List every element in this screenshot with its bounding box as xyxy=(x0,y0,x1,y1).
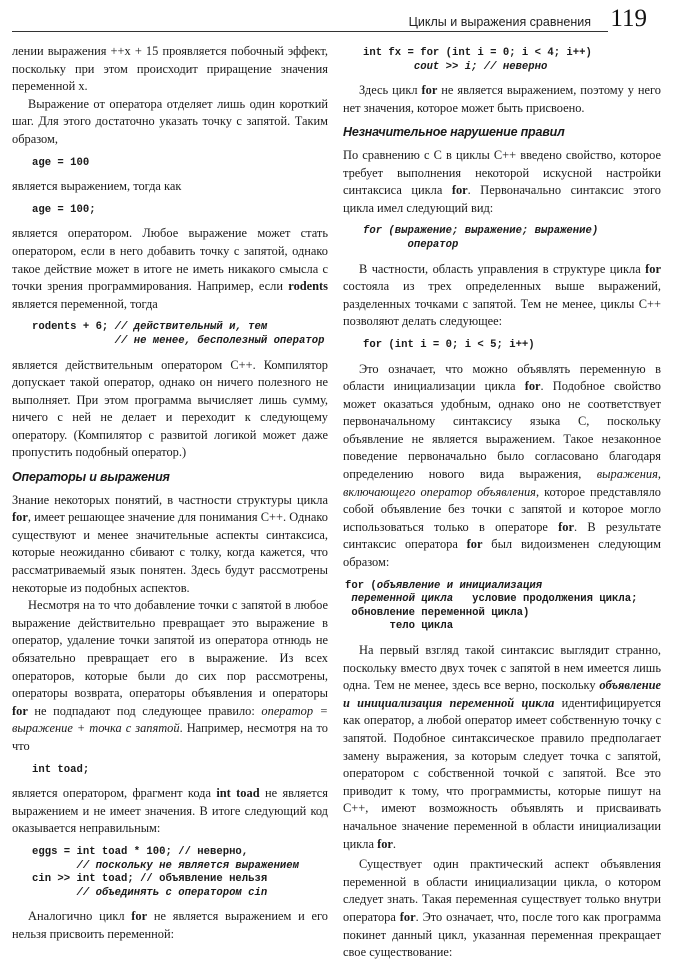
paragraph: является выражением, тогда как xyxy=(12,179,182,194)
code-listing: int fx = for (int i = 0; i < 4; i++) cout >> i; // неверно xyxy=(363,47,592,73)
paragraph: Выражение от оператора отделяет лишь один короткий шаг. Для этого достаточно указать точку с запятой. Таким образом, xyxy=(12,96,328,146)
paragraph: На первый взгляд такой синтаксис выглядит странно, поскольку вместо двух точек с запятой в нем имеется лишь одна. Тем не менее, здесь все верно, поскольку объявление и инициализация переменной цикла идентифицируется как оператор, а любой оператор имеет собственную точку с запятой. Подобное синтаксическое правило предполагает замену выражения, за которым следует точка с запятой, оператором с собственной точкой с запятой. Все это приводит к тому, что программисты, которые пишут на C++, имеют возможность объявлять и присваивать начальное значение переменной в области инициализации цикла for. xyxy=(343,643,661,851)
paragraph: Знание некоторых понятий, в частности структуры цикла for, имеет решающее значение для понимания C++. Однако существуют и менее значительные аспекты синтаксиса, которые неожиданно сбивают с толку, когда кажется, что рассматриваемый язык понятен. Здесь будут рассмотрены некоторые из подобных аспектов. xyxy=(12,492,328,595)
code-listing: age = 100; xyxy=(32,203,96,216)
right-column xyxy=(343,43,661,962)
code-listing: age = 100 xyxy=(32,156,90,169)
paragraph: является оператором. Любое выражение может стать оператором, если в него добавить точку с запятой, однако такое действие может в итоге не иметь никакого смысла с точки зрения программирования. Например, если rodents является переменной, тогда xyxy=(12,226,328,311)
paragraph: является действительным оператором C++. Компилятор допускает такой оператор, однако он ничего полезного не выполняет. При этом программа вычисляет лишь сумму, ничего с ней не делает и переходит к следующему оператору. (Компилятор с развитой логикой может даже пропустить подобный оператор.) xyxy=(12,357,328,460)
left-column xyxy=(12,43,328,944)
paragraph: Несмотря на то что добавление точки с запятой в любое выражение действительно превращает это выражение в оператор, удаление точки запятой из оператора отнюдь не обязательно превращает его в выражение. Из всех операторов, которые были до сих пор рассмотрены, операторы возврата, операторы объявления и операторы for не подпадают под следующее правило: оператор = выражение + точка с запятой. Например, несмотря на то что xyxy=(12,598,329,753)
section-heading: Операторы и выражения xyxy=(12,470,170,485)
page-number: 119 xyxy=(610,5,647,32)
paragraph: является оператором, фрагмент кода int toad не является выражением и не имеет значения. В итоге следующий код оказывается неправильным: xyxy=(12,786,329,836)
paragraph: В частности, область управления в структуре цикла for состояла из трех определенных выше выражений, разделенных точками с запятой. Тем не менее, циклы C++ позволяют делать следующее: xyxy=(343,261,661,329)
paragraph: Аналогично цикл for не является выражением и его нельзя присвоить переменной: xyxy=(12,909,328,941)
paragraph: лении выражения ++x + 15 проявляется побочный эффект, поскольку при этом происходит приращение значения переменной x. xyxy=(12,44,328,94)
page-header xyxy=(0,0,675,40)
code-listing: rodents + 6; // действительный и, тем // не менее, бесполезный оператор xyxy=(32,321,325,347)
code-listing: for (выражение; выражение; выражение) оператор xyxy=(363,225,599,251)
code-listing: for (int i = 0; i < 5; i++) xyxy=(363,338,535,351)
running-title: Циклы и выражения сравнения xyxy=(408,15,591,29)
section-heading: Незначительное нарушение правил xyxy=(343,125,565,140)
code-listing: eggs = int toad * 100; // неверно, // поскольку не является выражением cin >> int toad; // объявление нельзя // объединять с оператором cin xyxy=(32,845,300,899)
code-listing: int toad; xyxy=(32,763,90,776)
paragraph: Здесь цикл for не является выражением, поэтому у него нет значения, которое может быть присвоено. xyxy=(343,83,661,115)
header-rule xyxy=(12,31,608,32)
paragraph: По сравнению с C в циклы C++ введено свойство, которое требует выполнения некоторой искусной настройки синтаксиса цикла for. Первоначально синтаксис этого цикла имел следующий вид: xyxy=(343,147,661,215)
paragraph: Существует один практический аспект объявления переменной в области инициализации цикла, о котором следует знать. Такая переменная существует только внутри оператора for. Это означает, что, после того как программа покинет данный цикл, указанная переменная прекращает свое существование: xyxy=(343,857,661,960)
code-listing: for (объявление и инициализация переменной цикла условие продолжения цикла; обновление переменной цикла) тело цикла xyxy=(345,579,638,633)
paragraph: Это означает, что можно объявлять переменную в области инициализации цикла for. Подобное свойство может оказаться удобным, однако оно не соответствует первоначальному синтаксису языка C, поскольку объявление не является выражением. Такое незаконное поведение первоначально было согласовано благодаря определению нового вида выражения, выражения, включающего оператор объявления, которое представляло собой объявление без точки с запятой и которое могло использоваться только в операторе for. В результате синтаксис оператора for был видоизменен следующим образом: xyxy=(343,361,661,570)
